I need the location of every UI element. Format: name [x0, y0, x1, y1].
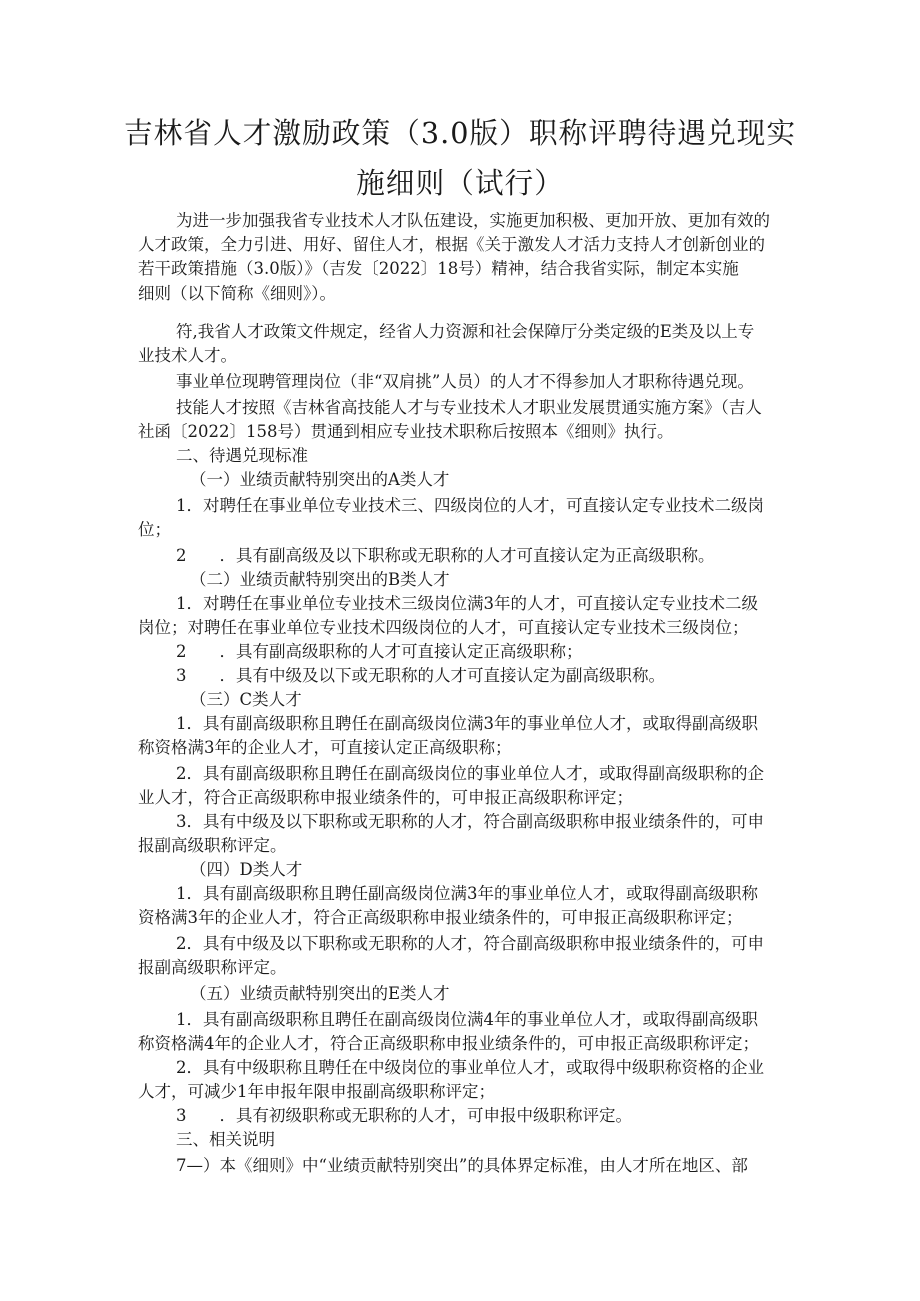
category-c-item: 2．具有副高级职称且聘任在副高级岗位的事业单位人才，或取得副高级职称的企 [176, 764, 764, 783]
scope-line: 技能人才按照《吉林省高技能人才与专业技术人才职业发展贯通实施方案》（吉人 [176, 398, 762, 417]
category-c-item: 称资格满3年的企业人才，可直接认定正高级职称； [138, 738, 512, 757]
category-a-heading: （一）业绩贡献特别突出的A类人才 [190, 470, 450, 489]
note-line: 7—）本《细则》中“业绩贡献特别突出”的具体界定标准，由人才所在地区、部 [176, 1156, 748, 1175]
category-d-item: 资格满3年的企业人才，符合正高级职称申报业绩条件的，可申报正高级职称评定； [138, 908, 743, 927]
intro-line: 人才政策，全力引进、用好、留住人才，根据《关于激发人才活力支持人才创新创业的 [138, 235, 765, 254]
category-e-item: 2．具有中级职称且聘任在中级岗位的事业单位人才，或取得中级职称资格的企业 [176, 1058, 764, 1077]
category-c-item: 报副高级职称评定。 [138, 836, 287, 855]
category-a-item: 2 ．具有副高级及以下职称或无职称的人才可直接认定为正高级职称。 [176, 546, 715, 565]
category-b-item: 2 ．具有副高级职称的人才可直接认定正高级职称； [176, 642, 583, 661]
category-d-heading: （四）D类人才 [190, 860, 303, 879]
category-a-item: 位； [138, 520, 171, 539]
category-c-item: 1．具有副高级职称且聘任在副高级岗位满3年的事业单位人才，或取得副高级职 [176, 714, 758, 733]
category-e-item: 1．具有副高级职称且聘任在副高级岗位满4年的事业单位人才，或取得副高级职 [176, 1010, 758, 1029]
category-d-item: 1．具有副高级职称且聘任副高级岗位满3年的事业单位人才，或取得副高级职称 [176, 884, 758, 903]
intro-line: 若干政策措施（3.0版）》（吉发〔2022〕18号）精神，结合我省实际，制定本实施 [138, 259, 739, 278]
category-b-item: 3 ．具有中级及以下或无职称的人才可直接认定为副高级职称。 [176, 666, 665, 685]
section-heading: 二、待遇兑现标准 [176, 446, 308, 465]
document-title-line2: 施细则（试行） [356, 166, 564, 200]
category-d-item: 报副高级职称评定。 [138, 958, 287, 977]
scope-line: 事业单位现聘管理岗位（非“双肩挑”人员）的人才不得参加人才职称待遇兑现。 [176, 372, 754, 391]
scope-line: 业技术人才。 [138, 346, 237, 365]
category-e-item: 3 ．具有初级职称或无职称的人才，可申报中级职称评定。 [176, 1106, 632, 1125]
category-c-item: 3．具有中级及以下职称或无职称的人才，符合副高级职称申报业绩条件的，可申 [176, 812, 764, 831]
document-title-line1: 吉林省人才激励政策（3.0版）职称评聘待遇兑现实 [123, 116, 797, 150]
scope-line: 符,我省人才政策文件规定，经省人力资源和社会保障厅分类定级的E类及以上专 [176, 322, 755, 341]
category-e-item: 称资格满4年的企业人才，符合正高级职称申报业绩条件的，可申报正高级职称评定； [138, 1034, 759, 1053]
intro-line: 细则（以下简称《细则》）。 [138, 284, 336, 303]
scope-line: 社函〔2022〕158号）贯通到相应专业技术职称后按照本《细则》执行。 [138, 422, 674, 441]
category-c-heading: （三）C类人才 [190, 690, 302, 709]
section-heading: 三、相关说明 [176, 1130, 275, 1149]
category-e-heading: （五）业绩贡献特别突出的E类人才 [190, 984, 450, 1003]
category-d-item: 2．具有中级及以下职称或无职称的人才，符合副高级职称申报业绩条件的，可申 [176, 934, 764, 953]
category-c-item: 业人才，符合正高级职称申报业绩条件的，可申报正高级职称评定； [138, 788, 633, 807]
category-b-item: 岗位；对聘任在事业单位专业技术四级岗位的人才，可直接认定专业技术三级岗位； [138, 618, 749, 637]
category-e-item: 人才，可减少1年申报年限申报副高级职称评定； [138, 1082, 495, 1101]
category-a-item: 1．对聘任在事业单位专业技术三、四级岗位的人才，可直接认定专业技术二级岗 [176, 496, 764, 515]
intro-line: 为进一步加强我省专业技术人才队伍建设，实施更加积极、更加开放、更加有效的 [176, 211, 770, 230]
category-b-item: 1．对聘任在事业单位专业技术三级岗位满3年的人才，可直接认定专业技术二级 [176, 594, 758, 613]
category-b-heading: （二）业绩贡献特别突出的B类人才 [190, 570, 450, 589]
